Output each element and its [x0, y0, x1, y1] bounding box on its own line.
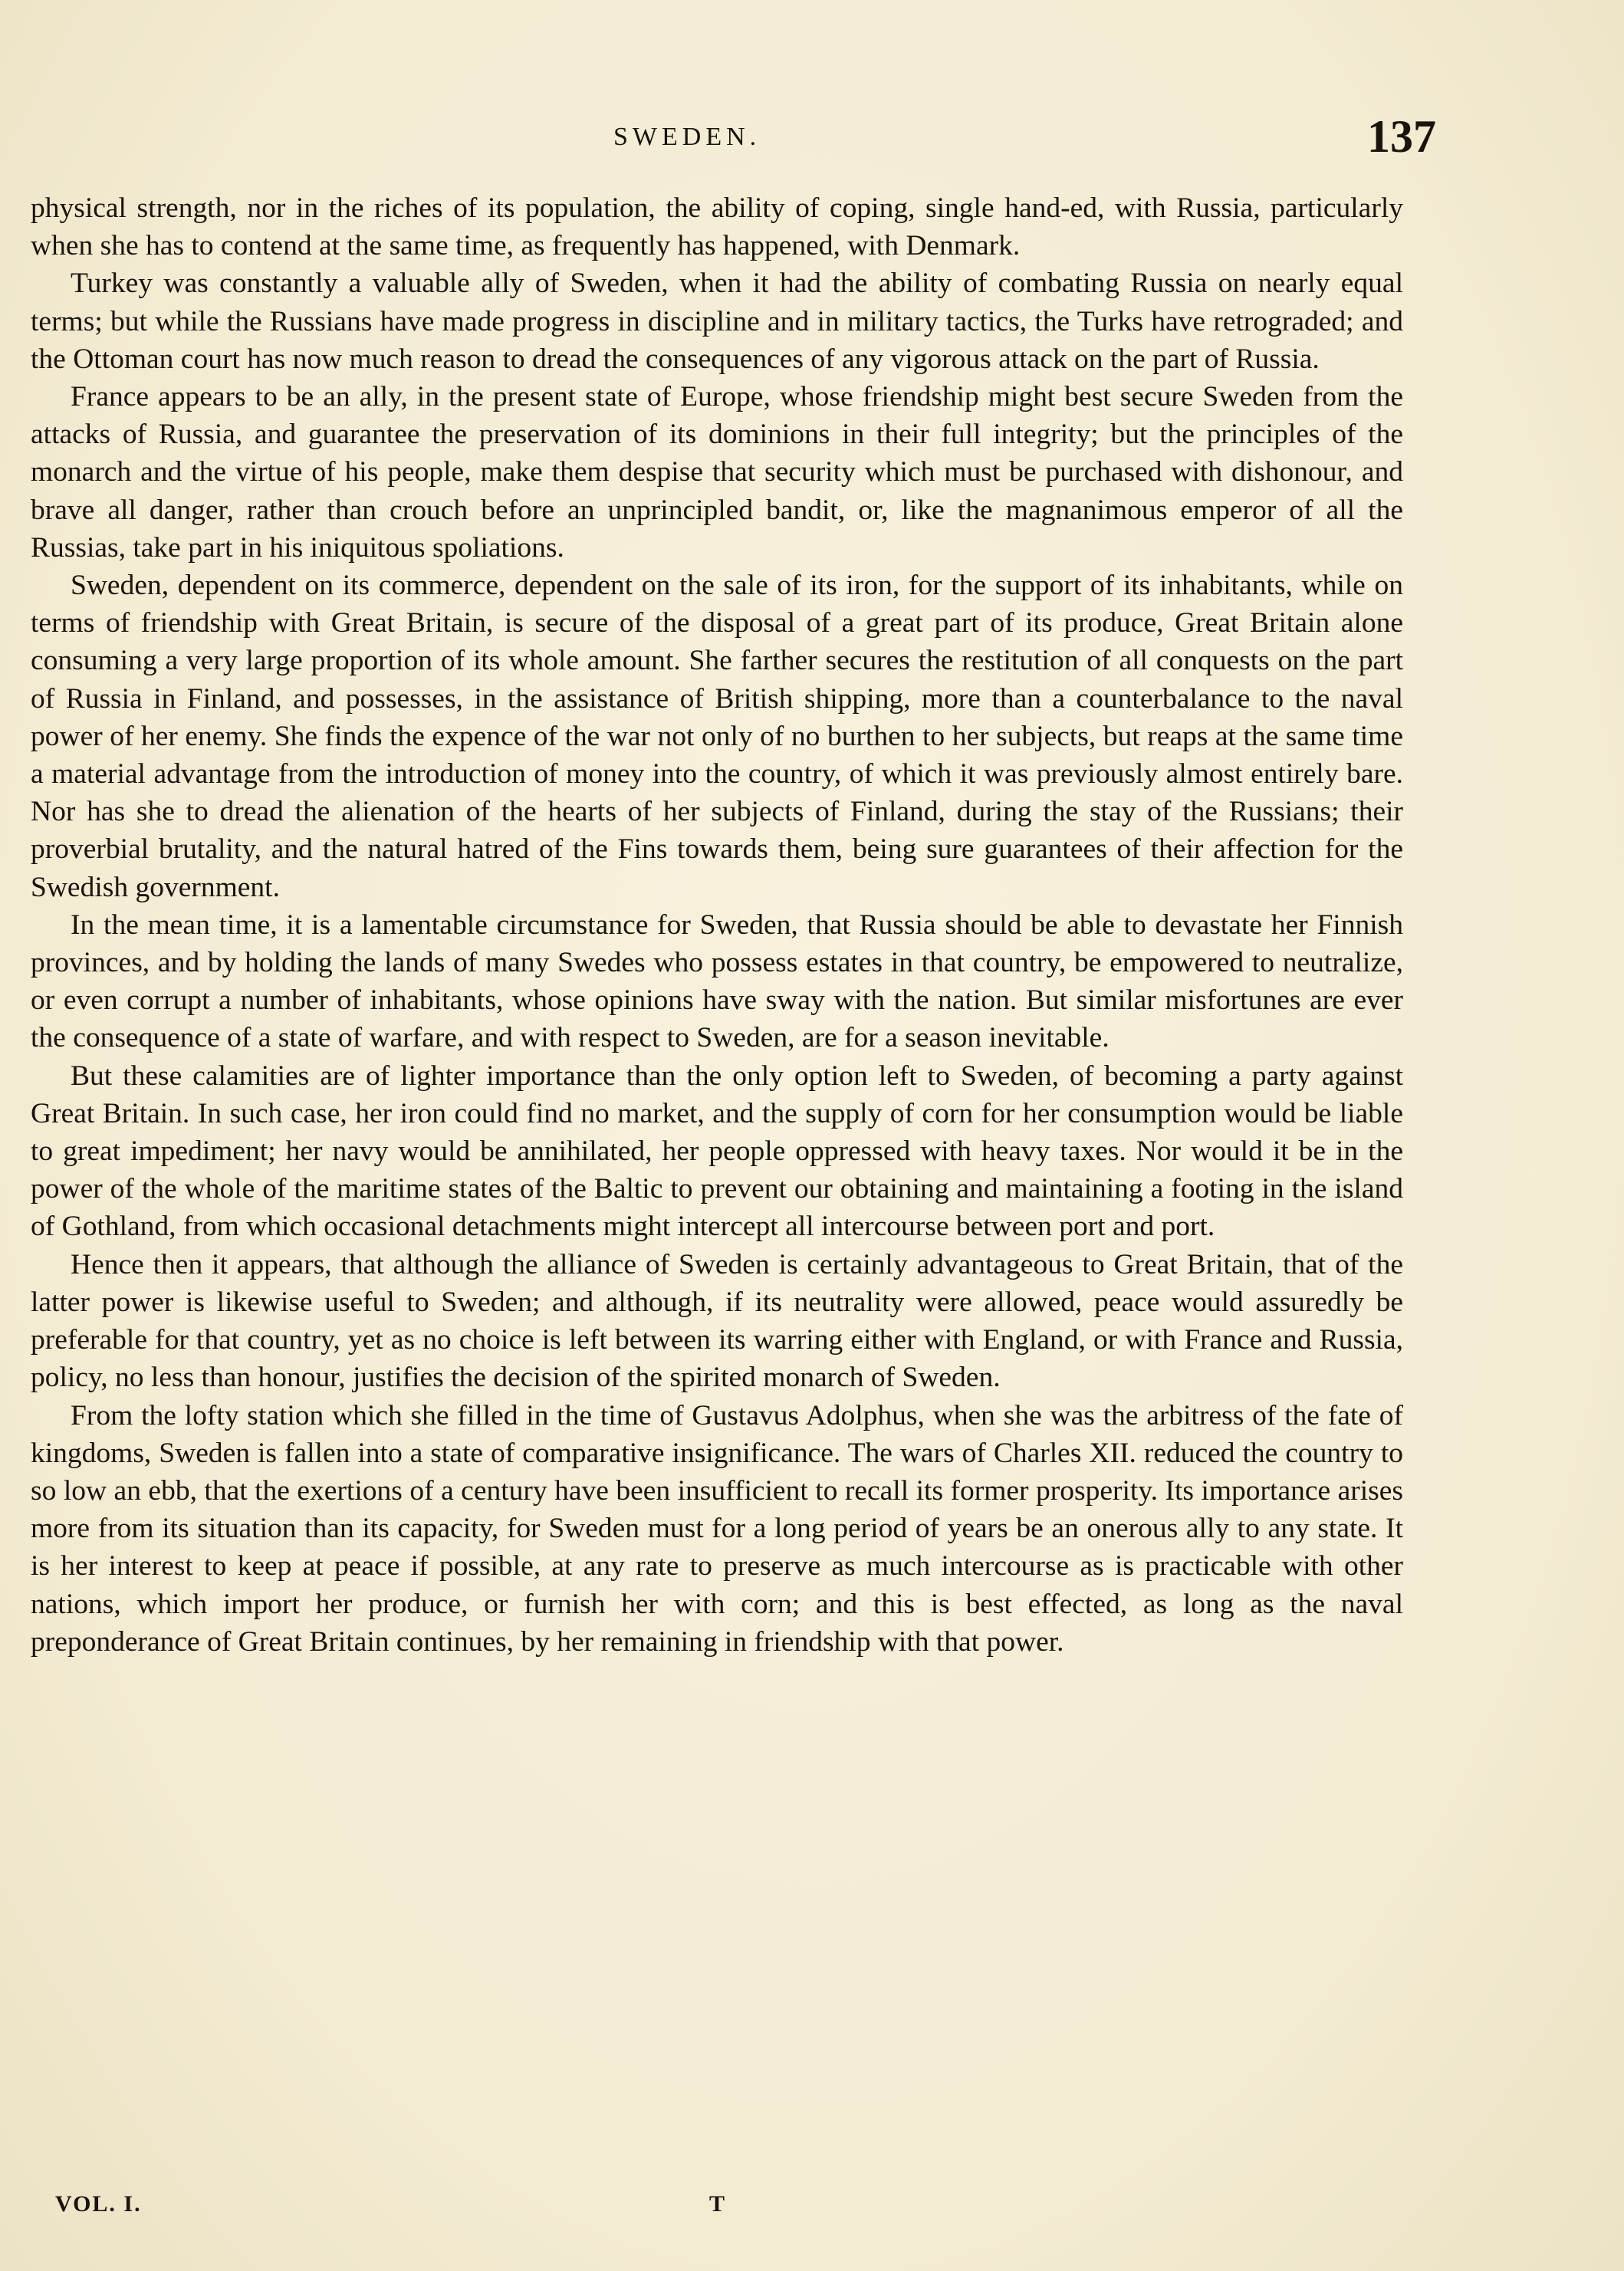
page-header	[0, 111, 1624, 169]
body-text	[31, 189, 1403, 1661]
paragraph: France appears to be an ally, in the present state of Europe, whose friendship might best secure Sweden from the attacks of Russia, and guarantee the preservation of its dominions in their full integrity; but the principles of the monarch and the virtue of his people, make them despise that security which must be purchased with dishonour, and brave all danger, rather than crouch before an unprincipled bandit, or, like the magnanimous emperor of all the Russias, take part in his iniquitous spoliations.	[31, 381, 1403, 564]
paragraph: Turkey was constantly a valuable ally of Sweden, when it had the ability of combating Russia on nearly equal terms; but while the Russians have made progress in discipline and in military tactics, the Turks have retrograded; and the Ottoman court has now much reason to dread the consequences of any vigorous attack on the part of Russia.	[31, 268, 1403, 375]
page-footer	[0, 2191, 1624, 2230]
paragraph: But these calamities are of lighter importance than the only option left to Sweden, of becoming a party against Great Britain. In such case, her iron could find no market, and the supply of corn for her consumption would be liable to great impediment; her navy would be annihilated, her people oppressed with heavy taxes. Nor would it be in the power of the whole of the maritime states of the Baltic to prevent our obtaining and maintaining a footing in the island of Gothland, from which occasional detachments might intercept all intercourse between port and port.	[31, 1060, 1403, 1243]
paragraph: From the lofty station which she filled in the time of Gustavus Adolphus, when she was the arbitress of the fate of kingdoms, Sweden is fallen into a state of comparative insignificance. The wars of Charles XII. reduced the country to so low an ebb, that the exertions of a century have been insufficient to recall its former prosperity. Its importance arises more from its situation than its capacity, for Sweden must for a long period of years be an onerous ally to any state. It is her interest to keep at peace if possible, at any rate to preserve as much intercourse as is practicable with other nations, which import her produce, or furnish her with corn; and this is best effected, as long as the naval preponderance of Great Britain continues, by her remaining in friendship with that power.	[31, 1399, 1403, 1658]
paragraph: In the mean time, it is a lamentable circumstance for Sweden, that Russia should be able to devastate her Finnish provinces, and by holding the lands of many Swedes who possess estates in that country, be empowered to neutralize, or even corrupt a number of inhabitants, whose opinions have sway with the nation. But similar misfortunes are ever the consequence of a state of warfare, and with respect to Sweden, are for a season inevitable.	[31, 909, 1403, 1054]
volume-mark: VOL. I.	[55, 2191, 142, 2217]
running-head: SWEDEN.	[613, 123, 761, 151]
page-number: 137	[1367, 111, 1436, 162]
paragraph: physical strength, nor in the riches of its population, the ability of coping, single hand-ed, with Russia, particularly when she has to contend at the same time, as frequently has happened, with Denmark.	[31, 192, 1403, 262]
paragraph: Sweden, dependent on its commerce, dependent on the sale of its iron, for the support of its inhabitants, while on terms of friendship with Great Britain, is secure of the disposal of a great part of its produce, Great Britain alone consuming a very large proportion of its whole amount. She farther secures the restitution of all conquests on the part of Russia in Finland, and possesses, in the assistance of British shipping, more than a counterbalance to the naval power of her enemy. She finds the expence of the war not only of no burthen to her subjects, but reaps at the same time a material advantage from the introduction of money into the country, of which it was previously almost entirely bare. Nor has she to dread the alienation of the hearts of her subjects of Finland, during the stay of the Russians; their proverbial brutality, and the natural hatred of the Fins towards them, being sure guarantees of their affection for the Swedish government.	[31, 570, 1403, 903]
paragraph: Hence then it appears, that although the alliance of Sweden is certainly advantageous to Great Britain, that of the latter power is likewise useful to Sweden; and although, if its neutrality were allowed, peace would assuredly be preferable for that country, yet as no choice is left between its warring either with England, or with France and Russia, policy, no less than honour, justifies the decision of the spirited monarch of Sweden.	[31, 1248, 1403, 1394]
signature-mark: T	[709, 2191, 725, 2217]
